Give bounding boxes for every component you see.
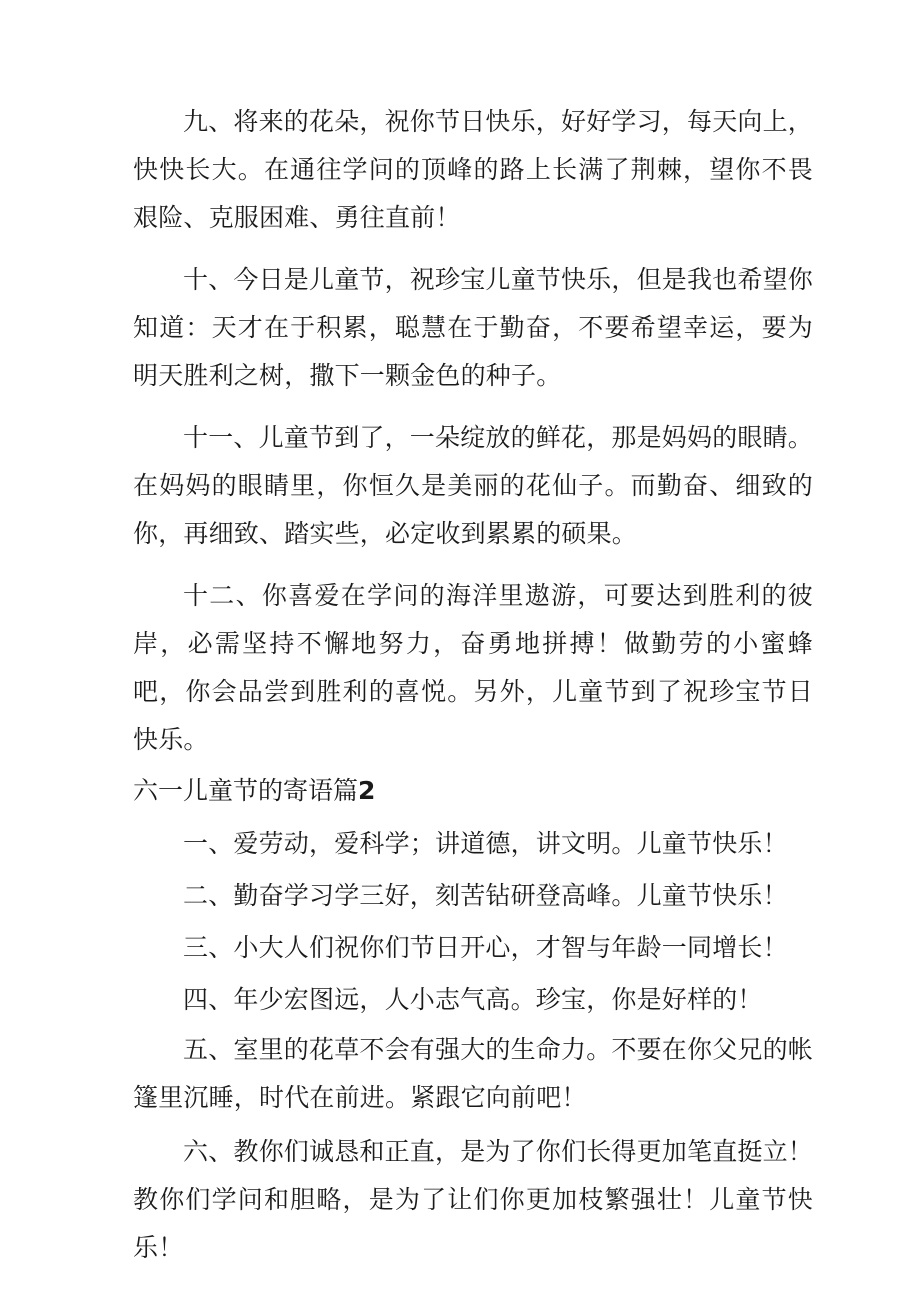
paragraph-3: 三、小大人们祝你们节日开心，才智与年龄一同增长！ (183, 933, 788, 962)
paragraph-5: 五、室里的花草不会有强大的生命力。不要在你父兄的帐篷里沉睡，时代在前进。紧跟它向前吧！ (133, 1035, 814, 1112)
paragraph-1: 一、爱劳动，爱科学；讲道德，讲文明。儿童节快乐！ (183, 829, 788, 858)
paragraph-6: 六、教你们诚恳和正直，是为了你们长得更加笔直挺立！教你们学问和胆略，是为了让们你更加枝繁强壮！儿童节快乐！ (133, 1137, 814, 1262)
paragraph-4: 四、年少宏图远，人小志气高。珍宝，你是好样的！ (183, 985, 763, 1014)
section-heading-number: 2 (358, 776, 376, 805)
section-heading-text: 六一儿童节的寄语篇 (133, 776, 359, 805)
paragraph-9: 九、将来的花朵，祝你节日快乐，好好学习，每天向上，快快长大。在通往学问的顶峰的路上长满了荆棘，望你不畏艰险、克服困难、勇往直前！ (133, 107, 814, 232)
paragraph-12: 十二、你喜爱在学问的海洋里遨游，可要达到胜利的彼岸，必需坚持不懈地努力，奋勇地拼搏！做勤劳的小蜜蜂吧，你会品尝到胜利的喜悦。另外，儿童节到了祝珍宝节日快乐。 (133, 581, 813, 754)
section-heading (133, 764, 813, 818)
paragraph-10: 十、今日是儿童节，祝珍宝儿童节快乐，但是我也希望你知道：天才在于积累，聪慧在于勤奋，不要希望幸运，要为明天胜利之树，撒下一颗金色的种子。 (133, 265, 814, 390)
document-body (133, 98, 813, 1286)
paragraph-2: 二、勤奋学习学三好，刻苦钻研登高峰。儿童节快乐！ (183, 881, 788, 910)
paragraph-11: 十一、儿童节到了，一朵绽放的鲜花，那是妈妈的眼睛。在妈妈的眼睛里，你恒久是美丽的花仙子。而勤奋、细致的你，再细致、踏实些，必定收到累累的硕果。 (133, 423, 814, 548)
